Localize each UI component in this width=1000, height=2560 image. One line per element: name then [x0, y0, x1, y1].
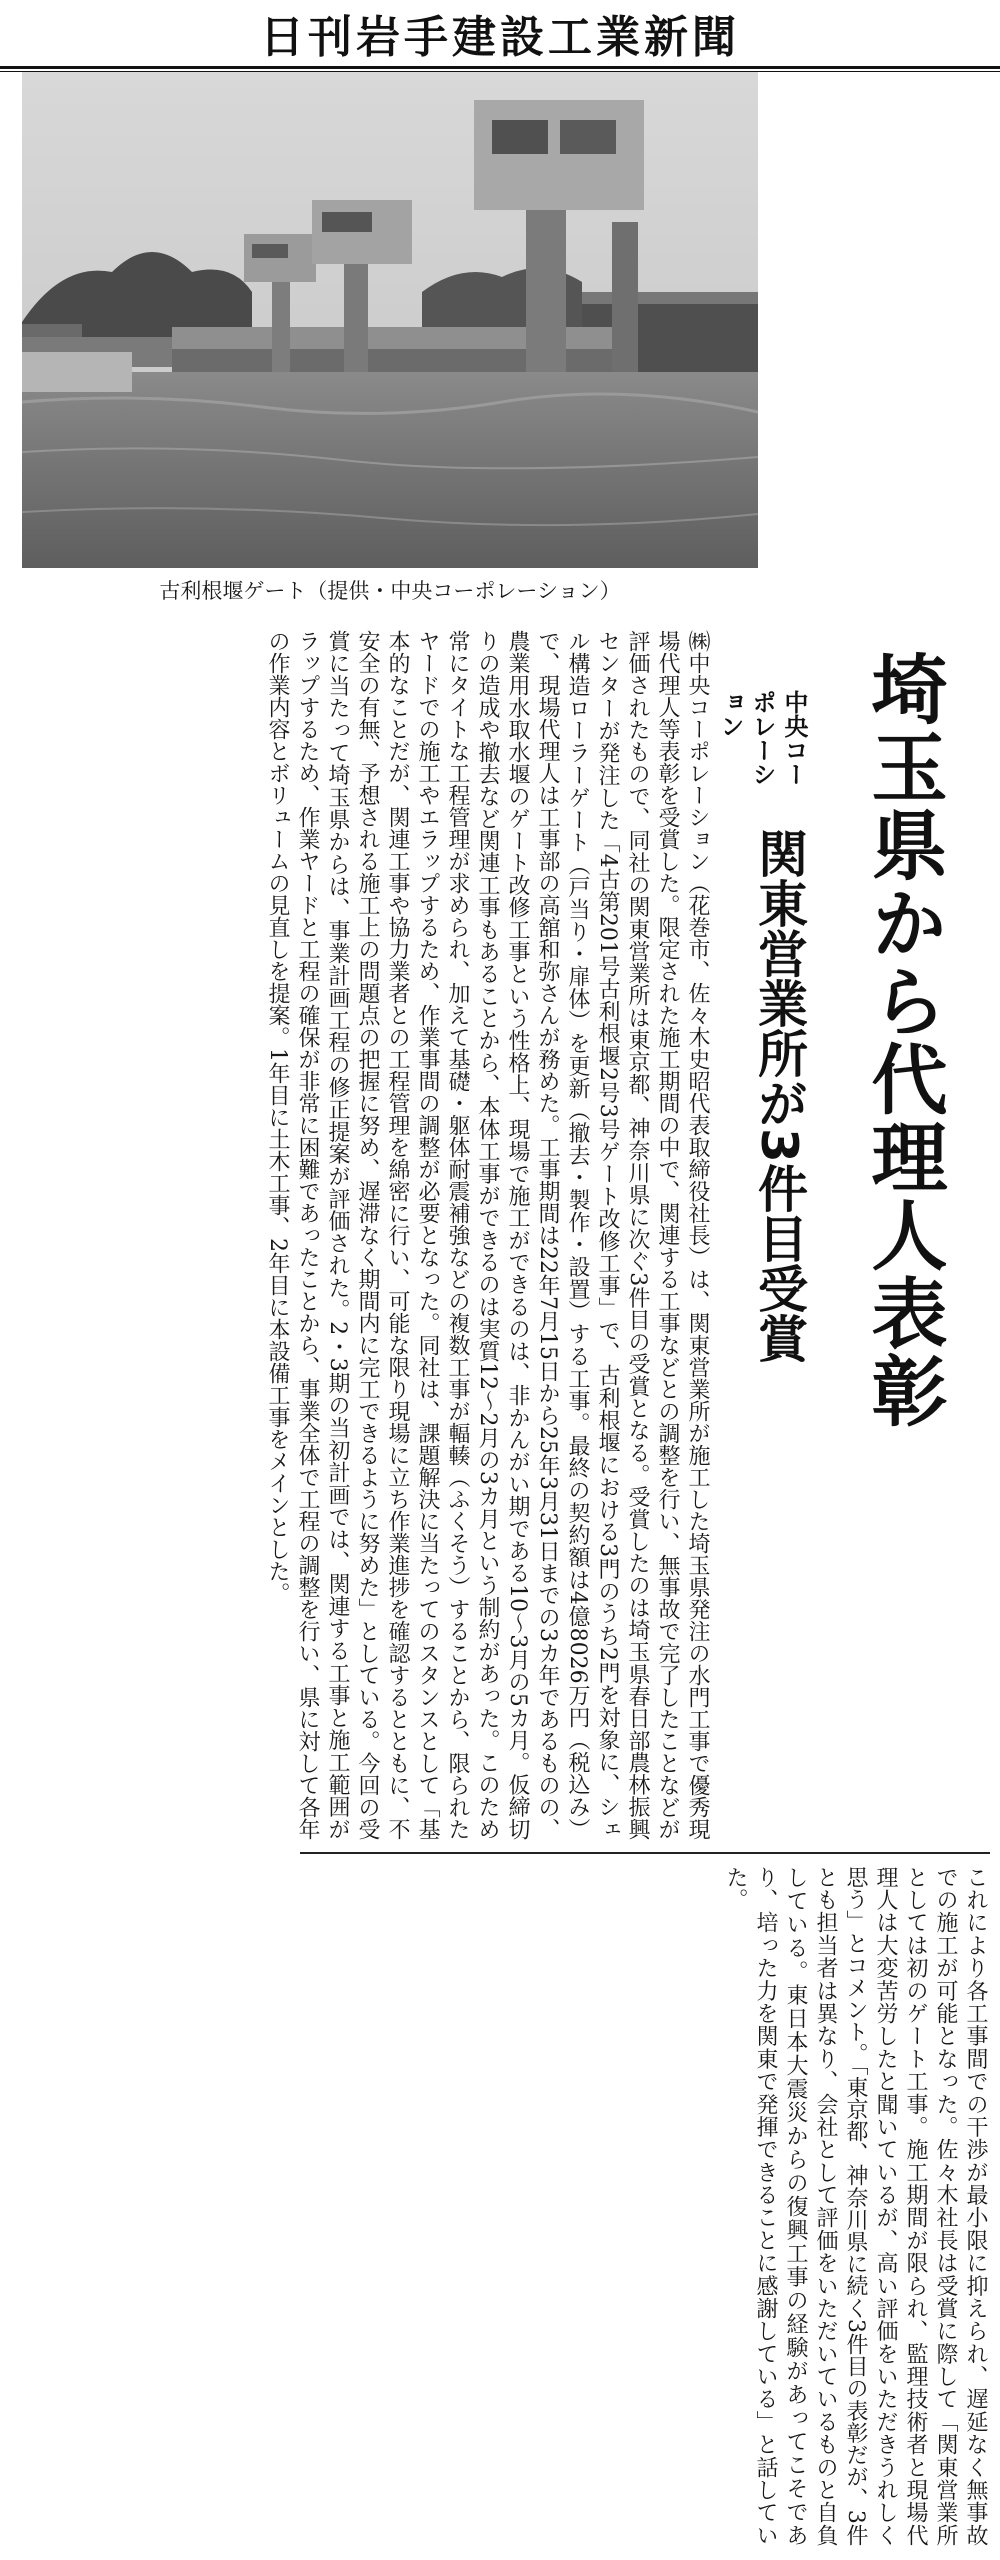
headline-subtitle: 関東営業所が3件目受賞	[750, 828, 808, 1363]
headline-main: 埼玉県から代理人表彰	[859, 650, 948, 1430]
headline-company: 中央コーポレーション	[716, 690, 808, 786]
gate-photo	[22, 72, 758, 568]
masthead	[0, 0, 1000, 66]
article-body-upper: ㈱中央コーポレーション（花巻市、佐々木史昭代表取締役社長）は、関東営業所が施工した埼玉県発注の水門工事で優秀現場代理人等表彰を受賞した。限定された施工期間の中で、関連する工事などとの調整を行い、無事故で完了したことなどが評価されたもので、同社の関東営業所は東京都、神奈川県に次ぐ3件目の受賞となる。受賞したのは埼玉県春日部農林振興センターが発注した「4古第201号古利根堰2号3号ゲート改修工事」で、古利根堰における3門のうち2門を対象に、シェル構造ローラーゲート（戸当り・扉体）を更新（撤去・製作・設置）する工事。最終の契約額は4億8026万円（税込み）で、現場代理人は工事部の高舘和弥さんが務めた。工事期間は22年7月15日から25年3月31日までの3カ年であるものの、農業用水取水堰のゲート改修工事という性格上、現場で施工ができるのは、非かんがい期である10～3月の5カ月。仮締切りの造成や撤去など関連工事もあることから、本体工事ができるのは実質12～2月の3カ月という制約があった。このため常にタイトな工程管理が求められ、加えて基礎・躯体耐震補強などの複数工事が輻輳（ふくそう）することから、限られたヤードでの施工やエラップするため、作業事間の調整が必要となった。同社は、課題解決に当たってのスタンスとして「基本的なことだが、関連工事や協力業者との工程管理を綿密に行い、可能な限り現場に立ち作業進捗を確認するとともに、不安全の有無、予想される施工上の問題点の把握に努め、遅滞なく期間内に完工できるように努めた」としている。今回の受賞に当たって埼玉県からは、事業計画工程の修正提案が評価された。2・3期の当初計画では、関連する工事と施工範囲がラップするため、作業ヤードと工程の確保が非常に困難であったことから、事業全体で工程の調整を行い、県に対して各年の作業内容とボリュームの見直しを提案。1年目に土木工事、2年目に本設備工事をメインとした。	[265, 630, 710, 1840]
newspaper-name: 日刊岩手建設工業新聞	[260, 12, 740, 63]
masthead-rule-thick	[0, 66, 1000, 69]
gate-photo-image	[22, 72, 758, 568]
article-separator	[300, 1852, 990, 1854]
article-body-lower: これにより各工事間での干渉が最小限に抑えられ、遅延なく無事故での施工が可能となった。佐々木社長は受賞に際して「関東営業所としては初のゲート工事。施工期間が限られ、監理技術者と現場代理人は大変苦労したと聞いているが、高い評価をいただきうれしく思う」とコメント。「東京都、神奈川県に続く3件目の表彰だが、3件とも担当者は異なり、会社として評価をいただいているものと自負している。東日本大震災からの復興工事の経験があってこそであり、培った力を関東で発揮できることに感謝している」と話していた。	[723, 1866, 988, 2546]
photo-caption: 古利根堰ゲート（提供・中央コーポレーション）	[159, 579, 621, 603]
